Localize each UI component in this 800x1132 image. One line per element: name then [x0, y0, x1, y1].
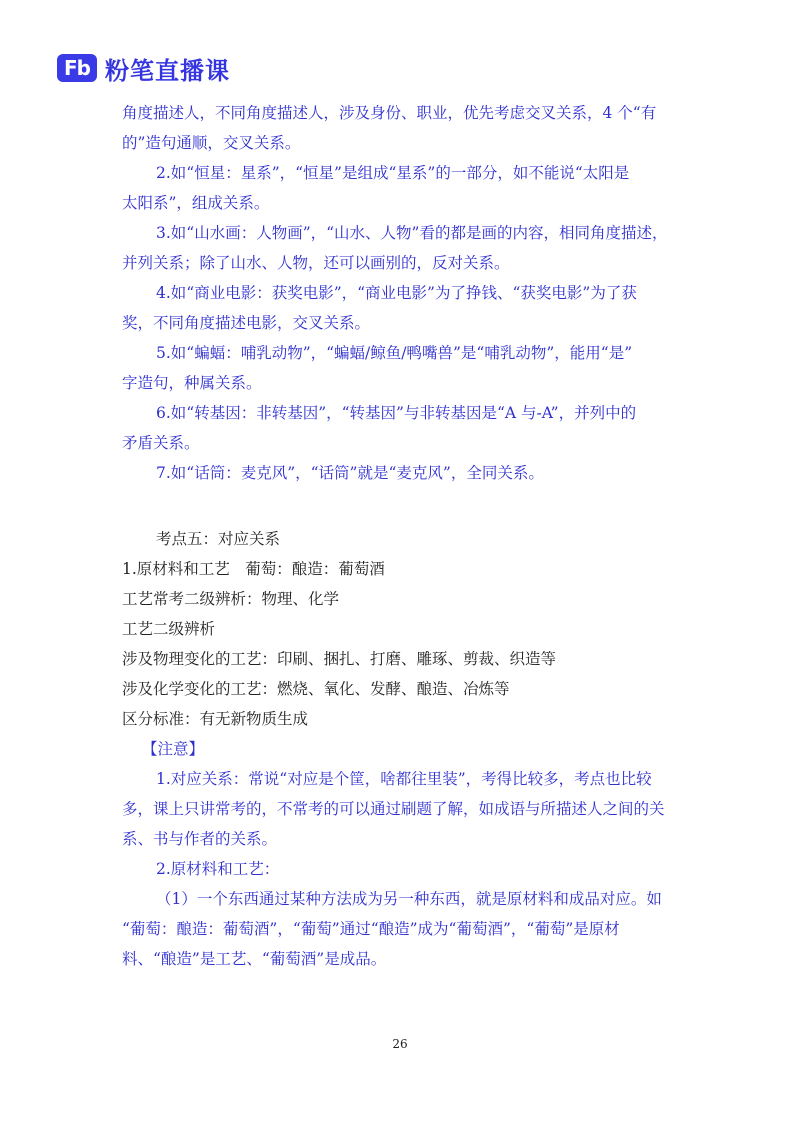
- brand-logo: [57, 51, 230, 85]
- page-number: 26: [392, 1037, 408, 1051]
- text-line: 多，课上只讲常考的，不常考的可以通过刷题了解，如成语与所描述人之间的关: [122, 800, 665, 818]
- text-line: 区分标准：有无新物质生成: [122, 710, 309, 728]
- text-line: 涉及化学变化的工艺：燃烧、氧化、发酵、酿造、冶炼等: [122, 680, 510, 698]
- page-content: [122, 98, 688, 974]
- section-heading: 考点五：对应关系: [156, 530, 281, 548]
- text-line: 奖，不同角度描述电影，交叉关系。: [122, 314, 371, 332]
- text-line: 1.原材料和工艺 葡萄：酿造：葡萄酒: [122, 560, 385, 578]
- text-line: 涉及物理变化的工艺：印刷、捆扎、打磨、雕琢、剪裁、织造等: [122, 650, 557, 668]
- text-line: 系、书与作者的关系。: [122, 830, 278, 848]
- text-line: 6.如“转基因：非转基因”，“转基因”与非转基因是“A 与-A”，并列中的: [156, 404, 637, 422]
- text-line: “葡萄：酿造：葡萄酒”，“葡萄”通过“酿造”成为“葡萄酒”，“葡萄”是原材: [122, 920, 620, 938]
- text-line: 太阳系”，组成关系。: [122, 194, 270, 212]
- text-line: 字造句，种属关系。: [122, 374, 262, 392]
- text-line: 的”造句通顺，交叉关系。: [122, 134, 301, 152]
- text-line: 并列关系；除了山水、人物，还可以画别的，反对关系。: [122, 254, 510, 272]
- note-heading: 【注意】: [142, 740, 205, 758]
- text-line: 3.如“山水画：人物画”，“山水、人物”看的都是画的内容，相同角度描述，: [156, 224, 668, 242]
- text-line: 2.如“恒星：星系”，“恒星”是组成“星系”的一部分，如不能说“太阳是: [156, 164, 630, 182]
- text-line: 4.如“商业电影：获奖电影”，“商业电影”为了挣钱、“获奖电影”为了获: [156, 284, 637, 302]
- text-line: 工艺常考二级辨析：物理、化学: [122, 590, 340, 608]
- text-line: 料、“酿造”是工艺、“葡萄酒”是成品。: [122, 950, 387, 968]
- logo-text: 粉笔直播课: [105, 56, 230, 85]
- text-line: 矛盾关系。: [122, 434, 200, 452]
- logo-mark-icon: Fb: [57, 54, 97, 82]
- text-line: 工艺二级辨析: [122, 620, 216, 638]
- section-gap: [122, 488, 688, 524]
- text-line: 7.如“话筒：麦克风”，“话筒”就是“麦克风”，全同关系。: [156, 464, 544, 482]
- text-line: 1.对应关系：常说“对应是个筐，啥都往里装”，考得比较多，考点也比较: [156, 770, 652, 788]
- text-line: 5.如“蝙蝠：哺乳动物”，“蝙蝠/鲸鱼/鸭嘴兽”是“哺乳动物”，能用“是”: [156, 344, 633, 362]
- text-line: 2.原材料和工艺：: [156, 860, 280, 878]
- text-line: （1）一个东西通过某种方法成为另一种东西，就是原材料和成品对应。如: [156, 890, 662, 908]
- text-line: 角度描述人，不同角度描述人，涉及身份、职业，优先考虑交叉关系，4 个“有: [122, 104, 657, 122]
